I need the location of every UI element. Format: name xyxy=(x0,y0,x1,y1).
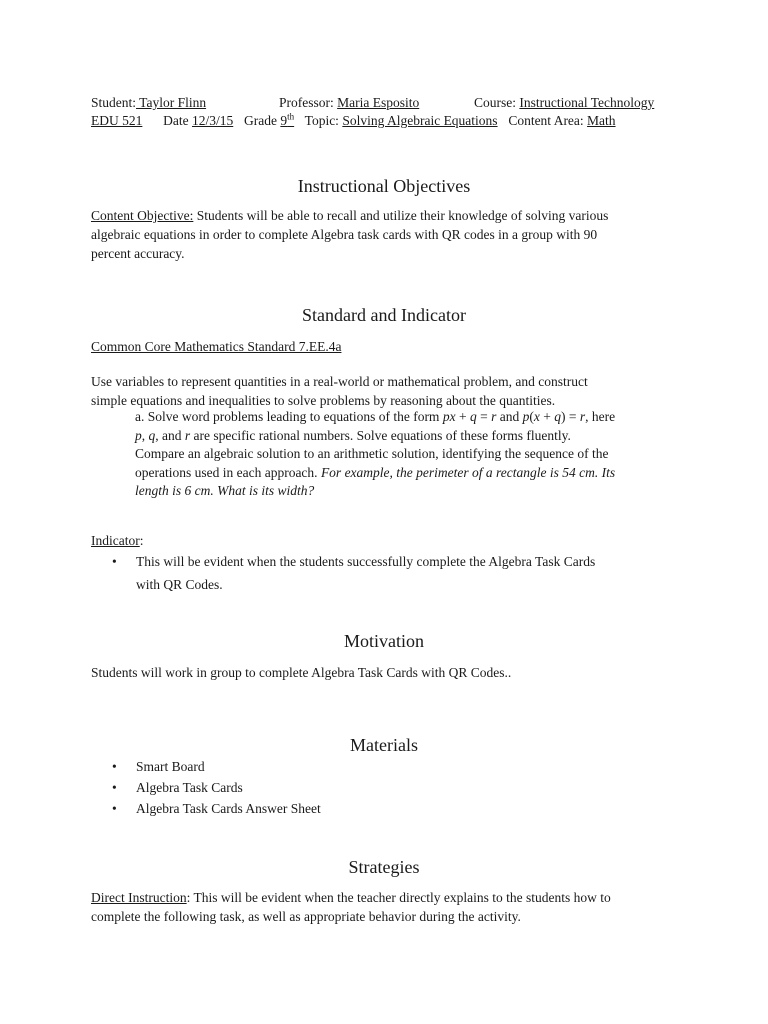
standard-line-1: Use variables to represent quantities in a real-world or mathematical problem, and construct xyxy=(91,374,588,389)
direct-instruction-label: Direct Instruction xyxy=(91,890,187,905)
topic-label: Topic: xyxy=(304,113,339,128)
standard-heading: Standard and Indicator xyxy=(302,305,466,325)
professor-name: Maria Esposito xyxy=(337,95,420,110)
grade-label: Grade xyxy=(244,113,277,128)
date-label: Date xyxy=(163,113,189,128)
course-name: Instructional Technology xyxy=(519,95,655,110)
standard-line-2: simple equations and inequalities to solve problems by reasoning about the quantities. xyxy=(91,392,556,408)
student-label: Student: xyxy=(91,95,137,110)
indicator-label: Indicator xyxy=(91,533,140,548)
var-p: p xyxy=(135,427,142,443)
indicator-bullet-line-1: This will be evident when the students successfully complete the Algebra Task Cards xyxy=(136,554,596,569)
materials-item-label: Algebra Task Cards xyxy=(136,780,243,795)
grade-value xyxy=(280,113,294,128)
bullet-icon: • xyxy=(112,554,117,569)
strategies-line-1 xyxy=(91,888,681,907)
objective-line-3: percent accuracy. xyxy=(91,246,185,261)
materials-item-label: Algebra Task Cards Answer Sheet xyxy=(136,801,321,816)
objective-text-1: Students will be able to recall and utilize their knowledge of solving various xyxy=(193,208,609,223)
professor-label: Professor: xyxy=(279,95,334,110)
course-field xyxy=(474,94,654,112)
item-a-line-2 xyxy=(135,427,675,446)
content-objective-paragraph xyxy=(91,206,681,263)
eq-open-paren: ( xyxy=(529,409,534,424)
eq-and: and xyxy=(496,409,523,424)
strategies-paragraph xyxy=(91,888,681,926)
bullet-icon: • xyxy=(112,801,117,816)
eq-p: p xyxy=(522,409,530,424)
item-a-prefix: a. Solve word problems leading to equations of the form xyxy=(135,409,443,424)
example-text-2: length is 6 cm. What is its width? xyxy=(135,483,315,498)
eq-plus: + xyxy=(455,409,470,424)
content-area-value: Math xyxy=(587,113,616,128)
objectives-heading: Instructional Objectives xyxy=(297,176,471,196)
item-a-line-4-prefix: operations used in each approach. xyxy=(135,464,321,480)
standard-paragraph xyxy=(91,373,681,410)
strategies-line-2: complete the following task, as well as appropriate behavior during the activity. xyxy=(91,909,521,924)
eq-q-2: q xyxy=(554,409,561,424)
indicator-colon: : xyxy=(139,533,144,548)
grade-suffix: th xyxy=(287,111,295,122)
var-q: q xyxy=(148,427,156,443)
strategies-heading: Strategies xyxy=(348,857,420,877)
eq-equals: = xyxy=(476,409,492,424)
grade-number: 9 xyxy=(280,113,288,128)
indicator-bullet-line-2: with QR Codes. xyxy=(136,577,223,592)
bullet-icon: • xyxy=(112,759,117,774)
topic-value: Solving Algebraic Equations xyxy=(342,113,498,128)
item-a-line-2-rest: are specific rational numbers. Solve equations of these forms fluently. xyxy=(190,427,571,443)
eq-plus-2: + xyxy=(539,409,555,424)
header-line-2 xyxy=(91,112,616,130)
motivation-heading: Motivation xyxy=(344,631,424,651)
strategies-text-1: : This will be evident when the teacher directly explains to the students how to xyxy=(186,890,611,905)
objective-line-2: algebraic equations in order to complete Algebra task cards with QR codes in a group with 90 xyxy=(91,227,598,242)
item-a-line-4 xyxy=(135,464,675,483)
comma: , xyxy=(141,427,149,443)
item-a-line-3: Compare an algebraic solution to an arithmetic solution, identifying the sequence of the xyxy=(135,446,609,461)
indicator-bullet-text xyxy=(136,551,656,595)
date-value: 12/3/15 xyxy=(191,113,234,128)
and-text: , and xyxy=(155,427,185,443)
objective-line-1 xyxy=(91,206,681,225)
item-a-line-5 xyxy=(135,482,675,501)
eq-r-2: r xyxy=(579,409,586,424)
professor-field xyxy=(279,94,419,112)
eq-r: r xyxy=(491,409,497,424)
materials-heading: Materials xyxy=(350,735,418,755)
eq-px: px xyxy=(442,409,456,424)
content-objective-label: Content Objective: xyxy=(91,208,194,223)
standard-item-a xyxy=(135,408,675,501)
item-a-line-1 xyxy=(135,408,675,427)
eq-close: ) = xyxy=(560,409,580,424)
course-label: Course: xyxy=(474,95,516,110)
student-name: Taylor Flinn xyxy=(136,95,207,110)
bullet-icon: • xyxy=(112,780,117,795)
motivation-text: Students will work in group to complete Algebra Task Cards with QR Codes.. xyxy=(91,665,512,680)
standard-title: Common Core Mathematics Standard 7.EE.4a xyxy=(91,339,342,354)
example-text: For example, the perimeter of a rectangle is 54 cm. Its xyxy=(320,464,616,480)
materials-item-label: Smart Board xyxy=(136,759,205,774)
indicator-label-line xyxy=(91,532,144,550)
eq-q: q xyxy=(469,409,477,424)
var-r: r xyxy=(184,427,191,443)
course-code: EDU 521 xyxy=(91,113,143,128)
header-line-1 xyxy=(91,94,206,112)
content-area-label: Content Area: xyxy=(508,113,584,128)
eq-x: x xyxy=(533,409,540,424)
item-a-here: , here xyxy=(585,409,616,424)
